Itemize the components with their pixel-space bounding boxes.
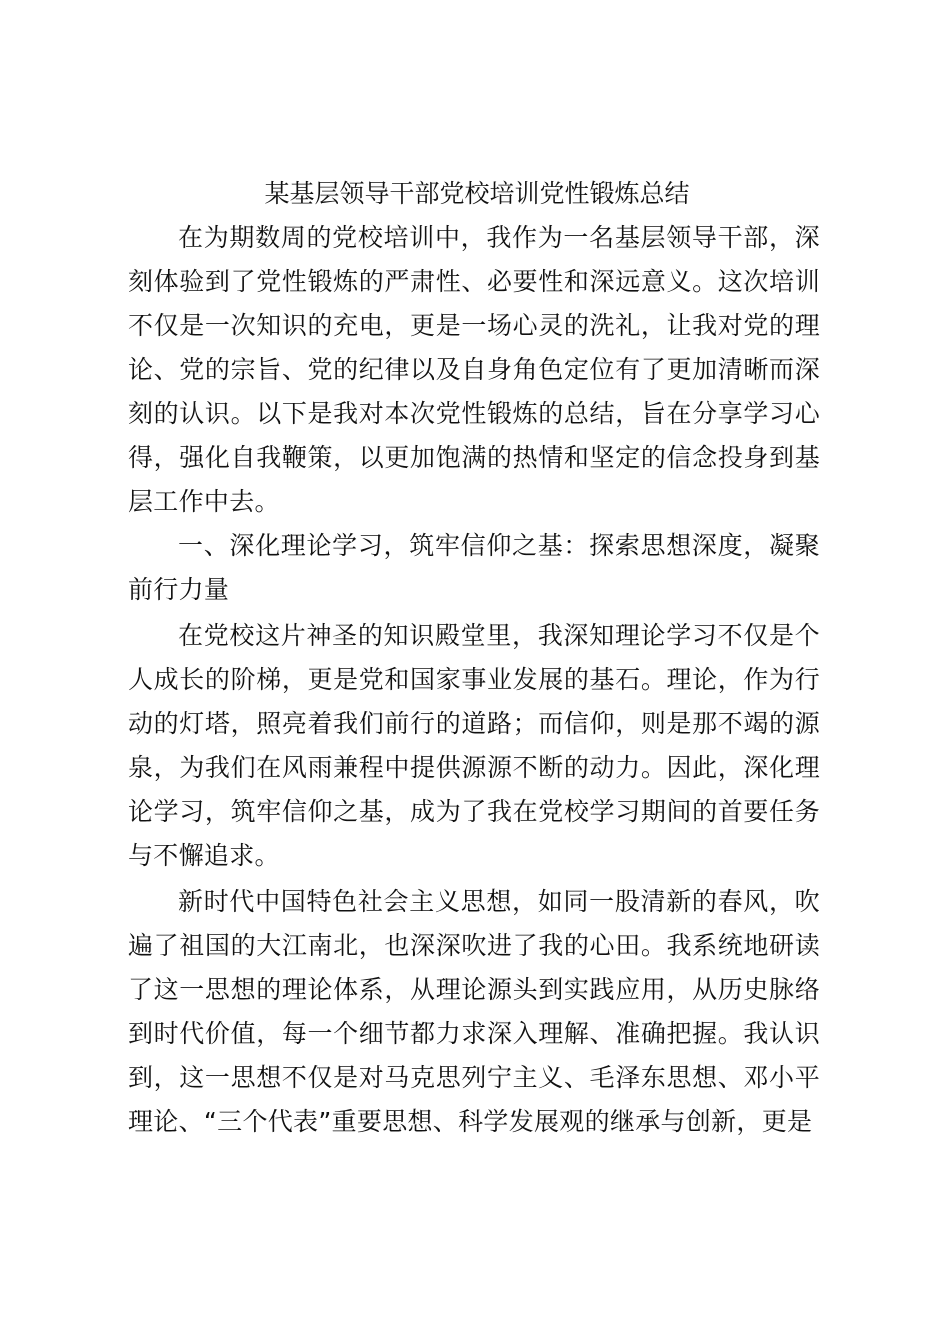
body-paragraph: 在党校这片神圣的知识殿堂里，我深知理论学习不仅是个人成长的阶梯，更是党和国家事业发展的基石。理论，作为行动的灯塔，照亮着我们前行的道路；而信仰，则是那不竭的源泉，为我们在风雨兼程中提供源源不断的动力。因此，深化理论学习，筑牢信仰之基，成为了我在党校学习期间的首要任务与不懈追求。 [128, 621, 820, 870]
body-paragraph: 新时代中国特色社会主义思想，如同一股清新的春风，吹遍了祖国的大江南北，也深深吹进了我的心田。我系统地研读了这一思想的理论体系，从理论源头到实践应用，从历史脉络到时代价值，每一个细节都力求深入理解、准确把握。我认识到，这一思想不仅是对马克思列宁主义、毛泽东思想、邓小平理论、“三个代表”重要思想、科学发展观的继承与创新，更是 [128, 887, 820, 1136]
document-body [128, 172, 820, 1144]
section-heading: 一、深化理论学习，筑牢信仰之基：探索思想深度，凝聚前行力量 [128, 531, 820, 604]
document-title: 某基层领导干部党校培训党性锻炼总结 [264, 179, 690, 208]
intro-paragraph: 在为期数周的党校培训中，我作为一名基层领导干部，深刻体验到了党性锻炼的严肃性、必要性和深远意义。这次培训不仅是一次知识的充电，更是一场心灵的洗礼，让我对党的理论、党的宗旨、党的纪律以及自身角色定位有了更加清晰而深刻的认识。以下是我对本次党性锻炼的总结，旨在分享学习心得，强化自我鞭策，以更加饱满的热情和坚定的信念投身到基层工作中去。 [128, 223, 820, 516]
